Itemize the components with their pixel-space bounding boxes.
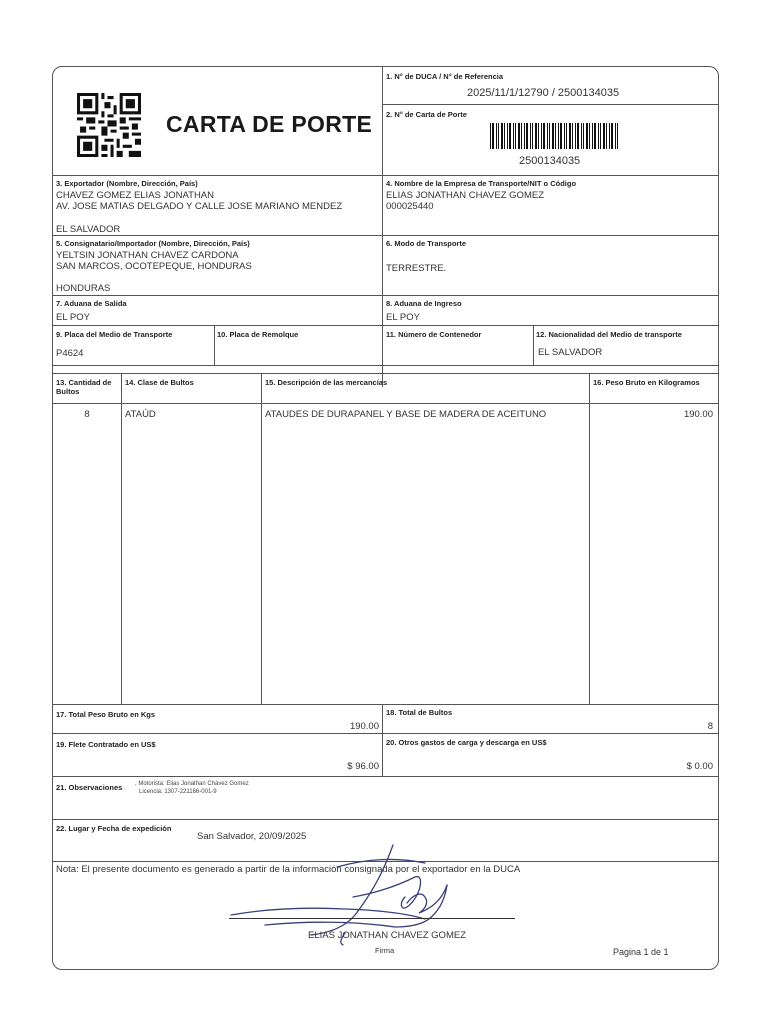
barcode-bar — [513, 123, 514, 149]
barcode-bar — [617, 123, 618, 149]
barcode-bar — [564, 123, 565, 149]
divider — [53, 704, 718, 705]
barcode-bar — [586, 123, 588, 149]
field-12-label: 12. Nacionalidad del Medio de transporte — [536, 330, 682, 339]
field-5-label: 5. Consignatario/Importador (Nombre, Dirección, País) — [56, 239, 250, 248]
signature-name: ELIAS JONATHAN CHAVEZ GOMEZ — [308, 930, 467, 941]
field-21-label: 21. Observaciones — [56, 783, 123, 792]
transport-company-name: ELIAS JONATHAN CHAVEZ GOMEZ — [386, 190, 545, 201]
transport-company-code: 000025440 — [386, 201, 434, 212]
barcode-bar — [518, 123, 520, 149]
barcode-bar — [577, 123, 579, 149]
divider — [53, 819, 718, 820]
barcode-bar — [535, 123, 537, 149]
field-6-label: 6. Modo de Transporte — [386, 239, 467, 248]
transport-nationality-value: EL SALVADOR — [538, 347, 603, 358]
consignee-address: SAN MARCOS, OCOTEPEQUE, HONDURAS — [56, 261, 252, 272]
field-19-label: 19. Flete Contratado en US$ — [56, 740, 156, 749]
observations-driver: , Motorista: Elias Jonathan Chávez Gomez — [135, 781, 249, 787]
footer-note: Nota: El presente documento es generado a partir de la información consignada por el exportador en la DUCA — [56, 864, 521, 875]
field-11-label: 11. Número de Contenedor — [386, 330, 482, 339]
field-7-label: 7. Aduana de Salida — [56, 299, 127, 308]
barcode-bar — [498, 123, 499, 149]
barcode-bar — [603, 123, 605, 149]
consignee-name: YELTSIN JONATHAN CHAVEZ CARDONA — [56, 250, 239, 261]
goods-description: ATAUDES DE DURAPANEL Y BASE DE MADERA DE ACEITUNO — [265, 409, 547, 420]
barcode-bar — [543, 123, 545, 149]
field-22-label: 22. Lugar y Fecha de expedición — [56, 824, 172, 833]
barcode-bar — [524, 123, 525, 149]
divider — [53, 325, 718, 326]
package-type: ATAÚD — [125, 409, 156, 420]
divider — [53, 365, 718, 366]
field-13-label: 13. Cantidad de — [56, 378, 112, 387]
vehicle-plate-value: P4624 — [56, 348, 84, 359]
barcode-bar — [552, 123, 554, 149]
divider — [53, 373, 718, 374]
field-4-label: 4. Nombre de la Empresa de Transporte/NIT o Código — [386, 179, 577, 188]
field-3-label: 3. Exportador (Nombre, Dirección, País) — [56, 179, 198, 188]
field-15-label: 15. Descripción de las mercancías — [265, 378, 388, 387]
field-17-label: 17. Total Peso Bruto en Kgs — [56, 710, 156, 719]
divider — [214, 325, 215, 365]
barcode-bar — [509, 123, 511, 149]
field-2-label: 2. N° de Carta de Porte — [386, 110, 467, 119]
transport-mode-value: TERRESTRE. — [386, 263, 447, 274]
barcode-bar — [504, 123, 505, 149]
field-13-label-cont: Bultos — [56, 387, 80, 396]
barcode-bar — [558, 123, 559, 149]
barcode-bar — [560, 123, 562, 149]
exporter-name: CHAVEZ GOMEZ ELIAS JONATHAN — [56, 190, 215, 201]
exporter-country: EL SALVADOR — [56, 224, 121, 235]
barcode-bar — [566, 123, 567, 149]
barcode-bar — [583, 123, 584, 149]
barcode-bar — [575, 123, 576, 149]
consignee-country: HONDURAS — [56, 283, 111, 294]
divider — [53, 733, 718, 734]
field-1-label: 1. N° de DUCA / N° de Referencia — [386, 72, 504, 81]
barcode-bar — [589, 123, 590, 149]
divider — [589, 373, 590, 704]
barcode-bar — [581, 123, 582, 149]
package-quantity: 8 — [84, 409, 90, 420]
barcode-bar — [606, 123, 607, 149]
barcode-bar — [538, 123, 539, 149]
gross-weight: 190.00 — [683, 409, 713, 420]
divider — [382, 104, 718, 105]
divider — [53, 776, 718, 777]
barcode-bar — [594, 123, 596, 149]
barcode-bar — [507, 123, 508, 149]
barcode-bar — [600, 123, 601, 149]
issue-place-date: San Salvador, 20/09/2025 — [197, 831, 307, 842]
divider — [53, 175, 718, 176]
barcode-bar — [592, 123, 593, 149]
field-1-value: 2025/11/1/12790 / 2500134035 — [467, 87, 620, 99]
entry-customs-value: EL POY — [386, 312, 420, 323]
divider — [53, 235, 718, 236]
total-gross-weight: 190.00 — [349, 721, 379, 732]
barcode-bar — [549, 123, 550, 149]
divider — [53, 295, 718, 296]
barcode-icon — [490, 123, 620, 149]
barcode-bar — [526, 123, 528, 149]
barcode-bar — [515, 123, 516, 149]
exporter-address: AV. JOSE MATIAS DELGADO Y CALLE JOSE MARIANO MENDEZ — [56, 201, 343, 212]
barcode-bar — [496, 123, 497, 149]
field-18-label: 18. Total de Bultos — [386, 708, 453, 717]
barcode-bar — [490, 123, 491, 149]
barcode-bar — [598, 123, 599, 149]
barcode-bar — [615, 123, 616, 149]
divider — [261, 373, 262, 704]
exit-customs-value: EL POY — [56, 312, 90, 323]
barcode-bar — [492, 123, 494, 149]
barcode-bar — [530, 123, 531, 149]
field-14-label: 14. Clase de Bultos — [125, 378, 194, 387]
barcode-bar — [532, 123, 533, 149]
page-number: Pagina 1 de 1 — [613, 947, 669, 957]
field-10-label: 10. Placa de Remolque — [217, 330, 299, 339]
barcode-bar — [611, 123, 613, 149]
total-packages: 8 — [707, 721, 713, 732]
field-20-label: 20. Otros gastos de carga y descarga en US$ — [386, 738, 547, 747]
barcode-bar — [555, 123, 556, 149]
document-title: CARTA DE PORTE — [166, 111, 373, 137]
signature-line — [229, 918, 515, 919]
freight-cost: $ 96.00 — [347, 761, 379, 772]
qr-code-icon — [77, 93, 141, 157]
other-charges: $ 0.00 — [686, 761, 713, 772]
barcode-bar — [541, 123, 542, 149]
divider — [533, 325, 534, 365]
field-16-label: 16. Peso Bruto en Kilogramos — [593, 378, 700, 387]
field-9-label: 9. Placa del Medio de Transporte — [56, 330, 173, 339]
barcode-bar — [547, 123, 548, 149]
carta-de-porte-document — [52, 66, 719, 970]
barcode-bar — [501, 123, 503, 149]
barcode-bar — [521, 123, 522, 149]
divider — [382, 67, 383, 387]
barcode-bar — [609, 123, 610, 149]
field-2-value: 2500134035 — [519, 155, 581, 167]
signature-caption: Firma — [375, 946, 395, 955]
divider — [53, 403, 718, 404]
observations-license: Licencia: 1307-221166-001-9 — [139, 789, 217, 795]
barcode-bar — [569, 123, 571, 149]
field-8-label: 8. Aduana de Ingreso — [386, 299, 462, 308]
divider — [382, 704, 383, 776]
divider — [121, 373, 122, 704]
barcode-bar — [572, 123, 573, 149]
